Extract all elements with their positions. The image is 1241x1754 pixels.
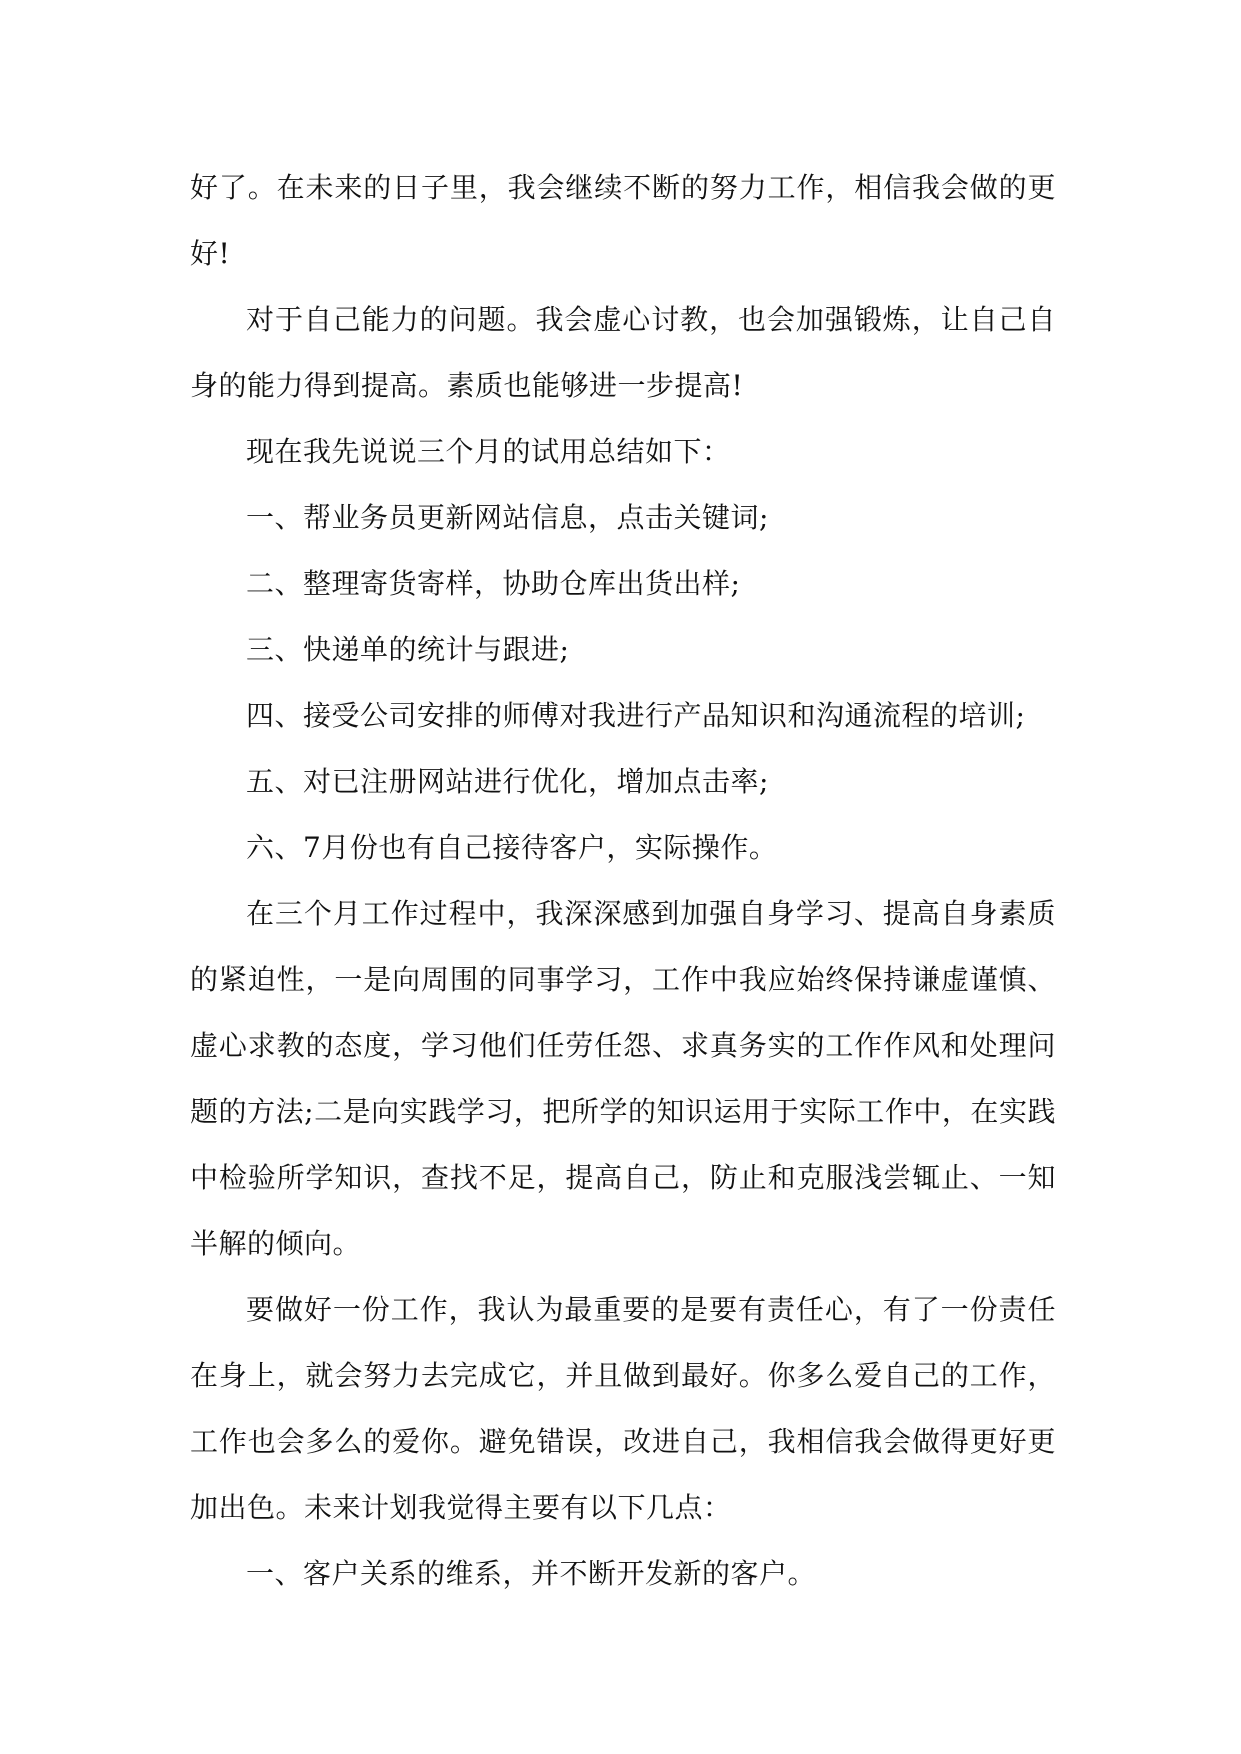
paragraph-5: 要做好一份工作，我认为最重要的是要有责任心，有了一份责任在身上，就会努力去完成它，并且做到最好。你多么爱自己的工作，工作也会多么的爱你。避免错误，改进自己，我相信我会做得更好更加出色。未来计划我觉得主要有以下几点：: [190, 1293, 1056, 1524]
paragraph-4: 在三个月工作过程中，我深深感到加强自身学习、提高自身素质的紧迫性，一是向周围的同事学习，工作中我应始终保持谦虚谨慎、虚心求教的态度，学习他们任劳任怨、求真务实的工作作风和处理问题的方法;二是向实践学习，把所学的知识运用于实际工作中，在实践中检验所学知识，查找不足，提高自己，防止和克服浅尝辄止、一知半解的倾向。: [190, 897, 1056, 1260]
list-item-5: 五、对已注册网站进行优化，增加点击率;: [246, 765, 769, 798]
paragraph-3: 现在我先说说三个月的试用总结如下：: [246, 435, 731, 468]
list-item-1: 一、帮业务员更新网站信息，点击关键词;: [246, 501, 769, 534]
paragraph-2: 对于自己能力的问题。我会虚心讨教，也会加强锻炼，让自己自身的能力得到提高。素质也能够进一步提高!: [190, 303, 1056, 402]
list-item-6: 六、7月份也有自己接待客户，实际操作。: [246, 831, 778, 864]
plan-item-1: 一、客户关系的维系，并不断开发新的客户。: [246, 1557, 817, 1590]
list-item-4: 四、接受公司安排的师傅对我进行产品知识和沟通流程的培训;: [246, 699, 1026, 732]
document-body: [190, 155, 1056, 1607]
paragraph-1: 好了。在未来的日子里，我会继续不断的努力工作，相信我会做的更好!: [190, 171, 1056, 270]
list-item-2: 二、整理寄货寄样，协助仓库出货出样;: [246, 567, 741, 600]
list-item-3: 三、快递单的统计与跟进;: [246, 633, 570, 666]
